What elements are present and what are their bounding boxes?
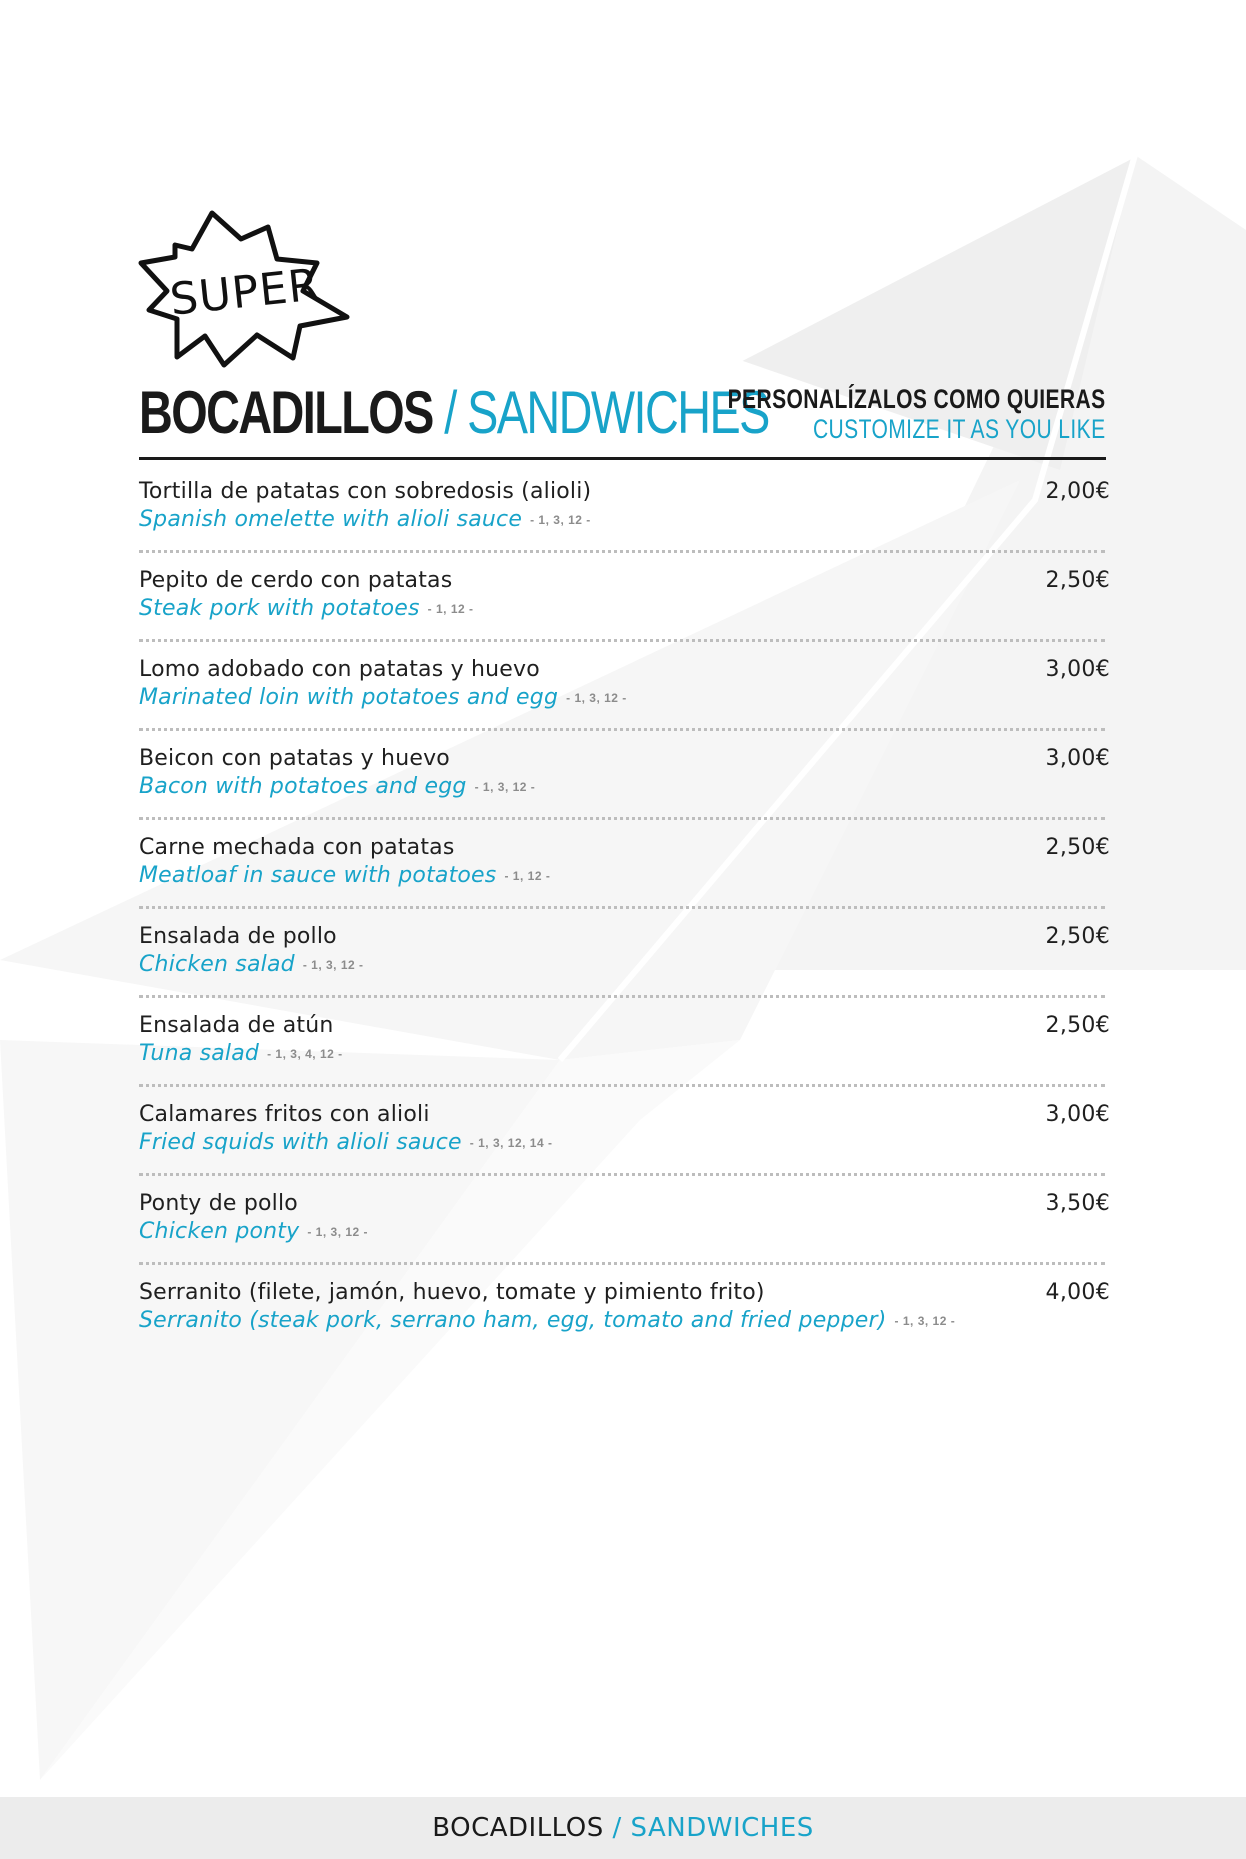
footer-bar — [0, 1797, 1246, 1859]
item-name-english: Bacon with potatoes and egg - 1, 3, 12 - — [139, 774, 536, 799]
dotted-separator — [139, 995, 1105, 998]
tagline-spanish: PERSONALÍZALOS COMO QUIERAS — [728, 384, 1106, 414]
menu-item — [139, 923, 1110, 1012]
item-price: 4,00€ — [1045, 1280, 1110, 1305]
menu-item — [139, 834, 1110, 923]
item-price: 3,00€ — [1045, 657, 1110, 682]
menu-item — [139, 478, 1110, 567]
dotted-separator — [139, 1173, 1105, 1176]
footer-separator: / — [603, 1813, 631, 1843]
dotted-separator — [139, 639, 1105, 642]
footer-title-english: SANDWICHES — [630, 1813, 814, 1843]
item-name-spanish: Ensalada de atún — [139, 1013, 334, 1038]
item-price: 2,50€ — [1045, 1013, 1110, 1038]
dotted-separator — [139, 1262, 1105, 1265]
item-allergens: - 1, 3, 12 - — [530, 513, 591, 527]
item-name-spanish: Ensalada de pollo — [139, 924, 337, 949]
menu-item — [139, 656, 1110, 745]
item-name-english: Spanish omelette with alioli sauce - 1, 3, 12 - — [139, 507, 591, 532]
item-name-english: Meatloaf in sauce with potatoes - 1, 12 - — [139, 863, 551, 888]
item-name-english: Chicken salad - 1, 3, 12 - — [139, 952, 364, 977]
item-allergens: - 1, 3, 12 - — [307, 1225, 369, 1239]
item-price: 2,50€ — [1045, 924, 1110, 949]
menu-item — [139, 1190, 1110, 1279]
menu-item — [139, 745, 1110, 834]
item-price: 3,00€ — [1045, 1102, 1110, 1127]
item-allergens: - 1, 3, 12 - — [894, 1314, 956, 1328]
item-allergens: - 1, 3, 12 - — [566, 691, 627, 705]
footer-title — [432, 1813, 814, 1843]
dotted-separator — [139, 550, 1105, 553]
title-english: SANDWICHES — [467, 379, 769, 446]
item-allergens: - 1, 12 - — [504, 869, 551, 883]
tagline — [621, 384, 1106, 444]
item-allergens: - 1, 3, 12 - — [302, 958, 364, 972]
menu-item — [139, 1279, 1110, 1349]
item-price: 2,50€ — [1045, 568, 1110, 593]
item-name-spanish: Serranito (filete, jamón, huevo, tomate y pimiento frito) — [139, 1280, 765, 1305]
item-name-english: Marinated loin with potatoes and egg - 1, 3, 12 - — [139, 685, 627, 710]
dotted-separator — [139, 906, 1105, 909]
tagline-english: CUSTOMIZE IT AS YOU LIKE — [813, 414, 1106, 444]
item-name-spanish: Tortilla de patatas con sobredosis (alioli) — [139, 479, 592, 504]
item-name-english: Serranito (steak pork, serrano ham, egg, tomato and fried pepper) - 1, 3, 12 - — [139, 1308, 956, 1333]
item-name-english: Steak pork with potatoes - 1, 12 - — [139, 596, 474, 621]
item-name-spanish: Lomo adobado con patatas y huevo — [139, 657, 540, 682]
item-name-spanish: Ponty de pollo — [139, 1191, 298, 1216]
item-name-spanish: Beicon con patatas y huevo — [139, 746, 450, 771]
menu-item — [139, 567, 1110, 656]
menu-item — [139, 1101, 1110, 1190]
item-price: 3,50€ — [1045, 1191, 1110, 1216]
super-badge — [137, 205, 352, 373]
menu-item — [139, 1012, 1110, 1101]
item-name-english: Fried squids with alioli sauce - 1, 3, 12, 14 - — [139, 1130, 553, 1155]
footer-title-spanish: BOCADILLOS — [432, 1813, 604, 1843]
item-name-spanish: Pepito de cerdo con patatas — [139, 568, 453, 593]
item-allergens: - 1, 12 - — [427, 602, 474, 616]
item-name-english: Chicken ponty - 1, 3, 12 - — [139, 1219, 369, 1244]
item-allergens: - 1, 3, 12, 14 - — [469, 1136, 553, 1150]
item-price: 2,00€ — [1045, 479, 1110, 504]
item-price: 2,50€ — [1045, 835, 1110, 860]
item-allergens: - 1, 3, 12 - — [474, 780, 536, 794]
title-separator: / — [432, 379, 468, 446]
title-divider — [139, 457, 1106, 460]
dotted-separator — [139, 728, 1105, 731]
item-price: 3,00€ — [1045, 746, 1110, 771]
item-name-english: Tuna salad - 1, 3, 4, 12 - — [139, 1041, 343, 1066]
menu-items-list — [139, 478, 1110, 1349]
item-name-spanish: Calamares fritos con alioli — [139, 1102, 430, 1127]
item-allergens: - 1, 3, 4, 12 - — [267, 1047, 343, 1061]
item-name-spanish: Carne mechada con patatas — [139, 835, 455, 860]
badge-label: SUPER — [167, 258, 323, 326]
title-spanish: BOCADILLOS — [139, 379, 433, 446]
dotted-separator — [139, 817, 1105, 820]
dotted-separator — [139, 1084, 1105, 1087]
